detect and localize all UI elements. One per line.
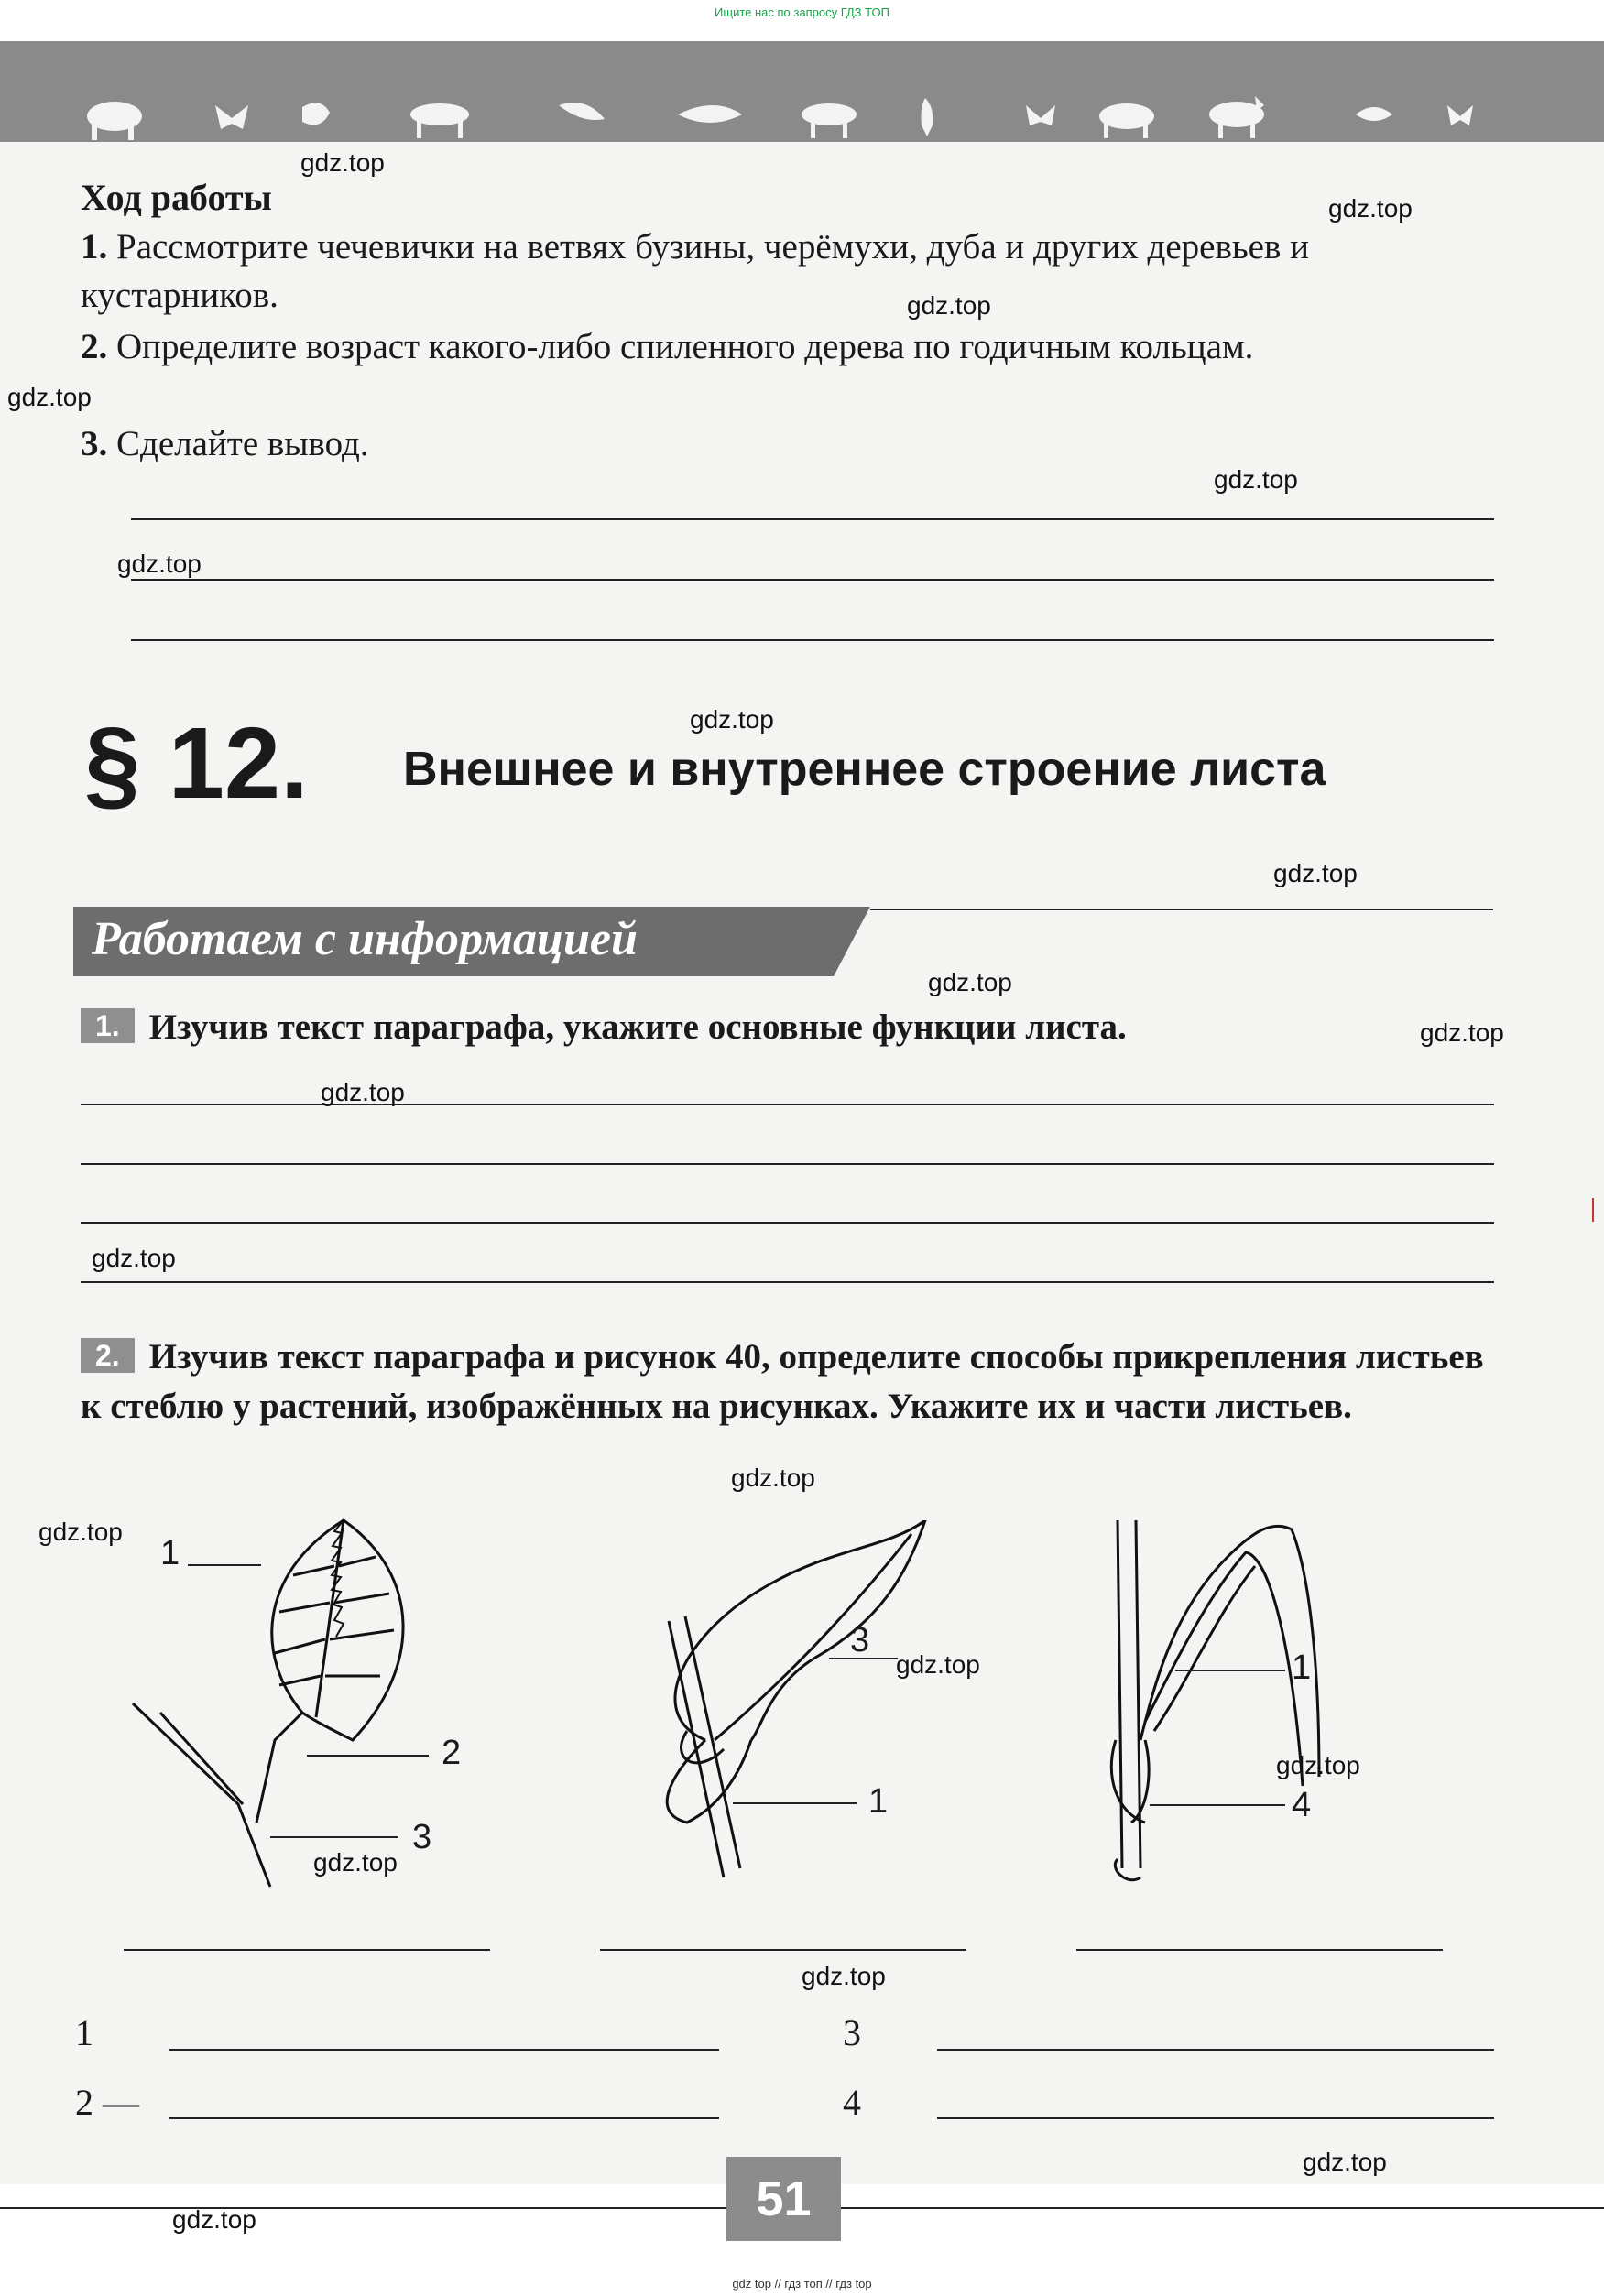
- leaf-figure-3-icon: [1090, 1502, 1420, 1896]
- footer-rule: [0, 2207, 726, 2209]
- watermark: gdz.top: [92, 1244, 176, 1272]
- step-text: Сделайте вывод.: [116, 424, 369, 463]
- answer-line[interactable]: [131, 639, 1494, 641]
- answer-number-4: 4: [843, 2082, 861, 2123]
- answer-line[interactable]: [1076, 1949, 1443, 1951]
- section-rule: [870, 909, 1493, 910]
- answer-line[interactable]: [81, 1104, 1494, 1105]
- answer-line[interactable]: [124, 1949, 490, 1951]
- answer-line[interactable]: [600, 1949, 966, 1951]
- watermark: gdz.top: [1214, 465, 1298, 494]
- task-number-box: 2.: [81, 1338, 135, 1373]
- fig2-label-1: 1: [868, 1782, 889, 1821]
- work-step-3: [81, 419, 1496, 468]
- label-line: [188, 1564, 261, 1566]
- watermark: gdz.top: [896, 1650, 980, 1679]
- leaf-figure-2-icon: [632, 1520, 944, 1887]
- fig3-label-4: 4: [1292, 1786, 1312, 1824]
- watermark: gdz.top: [907, 291, 991, 320]
- task-number-box: 1.: [81, 1008, 135, 1043]
- section-title: Работаем с информацией: [92, 913, 638, 965]
- watermark: gdz.top: [7, 383, 92, 411]
- answer-number-2: 2 —: [75, 2082, 139, 2123]
- label-line: [307, 1755, 429, 1757]
- watermark: gdz.top: [802, 1962, 886, 1990]
- watermark: gdz.top: [1273, 859, 1358, 887]
- step-text: Определите возраст какого-либо спиленного дерева по годичным кольцам.: [116, 327, 1254, 366]
- watermark: gdz.top: [1276, 1751, 1360, 1779]
- watermark: gdz.top: [38, 1518, 123, 1546]
- answer-line[interactable]: [937, 2117, 1494, 2119]
- watermark: gdz.top: [313, 1848, 398, 1877]
- watermark: gdz.top: [731, 1464, 815, 1492]
- margin-mark: [1592, 1198, 1594, 1222]
- watermark: gdz.top: [928, 968, 1012, 996]
- answer-line[interactable]: [937, 2049, 1494, 2051]
- answer-line[interactable]: [81, 1163, 1494, 1165]
- task-1: [81, 1003, 1496, 1052]
- label-line: [733, 1802, 857, 1804]
- label-line: [270, 1836, 398, 1838]
- answer-line[interactable]: [169, 2117, 719, 2119]
- label-line: [1150, 1804, 1285, 1806]
- page-number: 51: [756, 2171, 812, 2226]
- watermark: gdz.top: [300, 148, 385, 177]
- paragraph-title: Внешнее и внутреннее строение листа: [403, 743, 1326, 796]
- work-step-1: [81, 223, 1496, 320]
- work-step-2: [81, 322, 1496, 371]
- step-number: 1.: [81, 227, 108, 267]
- task-2: [81, 1333, 1496, 1431]
- paragraph-number: § 12.: [84, 707, 309, 820]
- fig2-label-3: 3: [850, 1621, 870, 1659]
- fig1-label-1: 1: [160, 1534, 180, 1572]
- step-number: 2.: [81, 327, 108, 366]
- watermark: gdz.top: [1328, 194, 1413, 223]
- watermark: gdz.top: [321, 1078, 405, 1106]
- step-text: Рассмотрите чечевички на ветвях бузины, черёмухи, дуба и других деревьев и кустарников.: [81, 227, 1309, 315]
- footer-rule: [841, 2207, 1604, 2209]
- watermark: gdz.top: [1420, 1018, 1504, 1047]
- fig1-label-3: 3: [412, 1818, 432, 1856]
- answer-line[interactable]: [131, 579, 1494, 581]
- fig1-label-2: 2: [442, 1734, 462, 1772]
- bottom-note: gdz top // гдз топ // гдз top: [732, 2277, 872, 2291]
- top-note: Ищите нас по запросу ГДЗ ТОП: [715, 5, 889, 19]
- answer-number-3: 3: [843, 2012, 861, 2053]
- answer-line[interactable]: [81, 1222, 1494, 1224]
- watermark: gdz.top: [1303, 2148, 1387, 2176]
- label-line: [1175, 1670, 1285, 1671]
- watermark: gdz.top: [172, 2205, 256, 2234]
- answer-line[interactable]: [131, 518, 1494, 520]
- answer-number-1: 1: [75, 2012, 93, 2053]
- watermark: gdz.top: [117, 550, 202, 578]
- task-text: Изучив текст параграфа и рисунок 40, определите способы прикрепления листьев к стеблю у растений, изображённых на рисунках. Укажите их и части листьев.: [81, 1337, 1484, 1426]
- task-text: Изучив текст параграфа, укажите основные функции листа.: [148, 1007, 1127, 1047]
- animal-silhouettes-icon: [0, 41, 1604, 142]
- header-band: [0, 41, 1604, 142]
- work-title: Ход работы: [81, 177, 272, 218]
- answer-line[interactable]: [81, 1281, 1494, 1283]
- answer-line[interactable]: [169, 2049, 719, 2051]
- watermark: gdz.top: [690, 705, 774, 734]
- step-number: 3.: [81, 424, 108, 463]
- fig3-label-1: 1: [1292, 1649, 1312, 1687]
